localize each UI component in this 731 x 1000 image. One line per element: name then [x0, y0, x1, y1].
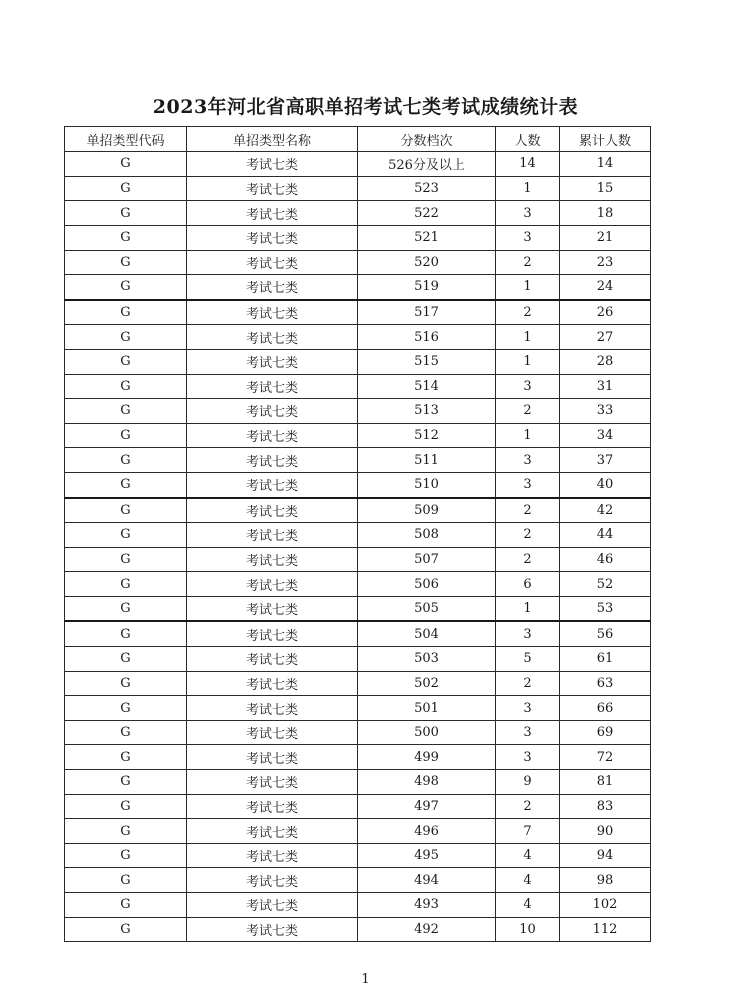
table-row — [65, 448, 651, 473]
cell-type-name: 考试七类 — [187, 596, 358, 621]
cell-count: 2 — [496, 547, 560, 572]
cell-score-band: 511 — [358, 448, 496, 473]
cell-cumulative: 66 — [560, 696, 651, 721]
cell-cumulative: 61 — [560, 647, 651, 672]
cell-type-code: G — [65, 621, 187, 646]
table-row — [65, 572, 651, 597]
cell-type-name: 考试七类 — [187, 399, 358, 424]
cell-type-code: G — [65, 300, 187, 325]
cell-type-name: 考试七类 — [187, 498, 358, 523]
cell-score-band: 526分及以上 — [358, 152, 496, 177]
cell-type-code: G — [65, 647, 187, 672]
table-row — [65, 596, 651, 621]
column-header-type-code: 单招类型代码 — [65, 127, 187, 152]
cell-count: 3 — [496, 696, 560, 721]
cell-count: 10 — [496, 917, 560, 942]
cell-cumulative: 34 — [560, 423, 651, 448]
table-row — [65, 176, 651, 201]
table-row — [65, 720, 651, 745]
cell-score-band: 505 — [358, 596, 496, 621]
cell-score-band: 493 — [358, 893, 496, 918]
cell-cumulative: 81 — [560, 770, 651, 795]
cell-type-code: G — [65, 720, 187, 745]
table-row — [65, 843, 651, 868]
cell-type-name: 考试七类 — [187, 794, 358, 819]
cell-type-name: 考试七类 — [187, 917, 358, 942]
cell-count: 4 — [496, 843, 560, 868]
cell-type-code: G — [65, 325, 187, 350]
cell-score-band: 497 — [358, 794, 496, 819]
cell-score-band: 502 — [358, 671, 496, 696]
cell-cumulative: 53 — [560, 596, 651, 621]
cell-type-name: 考试七类 — [187, 621, 358, 646]
cell-count: 3 — [496, 448, 560, 473]
cell-count: 3 — [496, 720, 560, 745]
cell-type-name: 考试七类 — [187, 325, 358, 350]
cell-type-code: G — [65, 176, 187, 201]
cell-count: 2 — [496, 399, 560, 424]
cell-type-name: 考试七类 — [187, 176, 358, 201]
cell-count: 2 — [496, 250, 560, 275]
cell-cumulative: 28 — [560, 349, 651, 374]
cell-type-code: G — [65, 399, 187, 424]
table-row — [65, 300, 651, 325]
cell-type-name: 考试七类 — [187, 696, 358, 721]
cell-score-band: 515 — [358, 349, 496, 374]
cell-type-code: G — [65, 770, 187, 795]
cell-type-code: G — [65, 596, 187, 621]
cell-score-band: 520 — [358, 250, 496, 275]
cell-score-band: 510 — [358, 472, 496, 497]
cell-type-name: 考试七类 — [187, 745, 358, 770]
score-statistics-table — [64, 126, 651, 942]
cell-count: 3 — [496, 472, 560, 497]
table-row — [65, 325, 651, 350]
cell-score-band: 516 — [358, 325, 496, 350]
cell-type-name: 考试七类 — [187, 423, 358, 448]
cell-cumulative: 69 — [560, 720, 651, 745]
column-header-score-band: 分数档次 — [358, 127, 496, 152]
cell-type-code: G — [65, 868, 187, 893]
table-row — [65, 423, 651, 448]
cell-type-name: 考试七类 — [187, 843, 358, 868]
cell-cumulative: 27 — [560, 325, 651, 350]
cell-score-band: 523 — [358, 176, 496, 201]
cell-score-band: 492 — [358, 917, 496, 942]
cell-type-name: 考试七类 — [187, 819, 358, 844]
cell-score-band: 503 — [358, 647, 496, 672]
cell-count: 5 — [496, 647, 560, 672]
page-title: 2023年河北省高职单招考试七类考试成绩统计表 — [152, 96, 579, 118]
table-row — [65, 374, 651, 399]
cell-cumulative: 44 — [560, 523, 651, 548]
cell-type-name: 考试七类 — [187, 448, 358, 473]
cell-count: 1 — [496, 596, 560, 621]
cell-type-name: 考试七类 — [187, 300, 358, 325]
cell-score-band: 499 — [358, 745, 496, 770]
table-row — [65, 621, 651, 646]
cell-cumulative: 31 — [560, 374, 651, 399]
column-header-count: 人数 — [496, 127, 560, 152]
cell-count: 3 — [496, 621, 560, 646]
cell-type-code: G — [65, 819, 187, 844]
cell-type-name: 考试七类 — [187, 275, 358, 300]
cell-type-name: 考试七类 — [187, 647, 358, 672]
cell-score-band: 501 — [358, 696, 496, 721]
cell-type-code: G — [65, 250, 187, 275]
cell-type-code: G — [65, 696, 187, 721]
cell-cumulative: 102 — [560, 893, 651, 918]
cell-type-code: G — [65, 374, 187, 399]
cell-count: 1 — [496, 423, 560, 448]
table-row — [65, 819, 651, 844]
cell-cumulative: 18 — [560, 201, 651, 226]
cell-score-band: 498 — [358, 770, 496, 795]
cell-cumulative: 37 — [560, 448, 651, 473]
cell-cumulative: 21 — [560, 225, 651, 250]
cell-cumulative: 33 — [560, 399, 651, 424]
cell-type-code: G — [65, 794, 187, 819]
cell-cumulative: 90 — [560, 819, 651, 844]
cell-count: 3 — [496, 225, 560, 250]
cell-score-band: 495 — [358, 843, 496, 868]
cell-cumulative: 94 — [560, 843, 651, 868]
cell-type-name: 考试七类 — [187, 349, 358, 374]
cell-type-code: G — [65, 843, 187, 868]
cell-score-band: 517 — [358, 300, 496, 325]
table-row — [65, 671, 651, 696]
table-row — [65, 250, 651, 275]
cell-type-code: G — [65, 572, 187, 597]
cell-count: 1 — [496, 275, 560, 300]
table-row — [65, 647, 651, 672]
cell-cumulative: 112 — [560, 917, 651, 942]
table-header-row — [65, 127, 651, 152]
cell-score-band: 504 — [358, 621, 496, 646]
cell-score-band: 512 — [358, 423, 496, 448]
cell-count: 3 — [496, 374, 560, 399]
table-row — [65, 472, 651, 497]
column-header-cumulative: 累计人数 — [560, 127, 651, 152]
cell-count: 1 — [496, 349, 560, 374]
table-row — [65, 696, 651, 721]
cell-count: 14 — [496, 152, 560, 177]
cell-type-name: 考试七类 — [187, 893, 358, 918]
cell-cumulative: 83 — [560, 794, 651, 819]
cell-type-name: 考试七类 — [187, 770, 358, 795]
cell-score-band: 522 — [358, 201, 496, 226]
cell-type-code: G — [65, 201, 187, 226]
cell-type-code: G — [65, 498, 187, 523]
cell-cumulative: 26 — [560, 300, 651, 325]
cell-cumulative: 56 — [560, 621, 651, 646]
cell-count: 2 — [496, 794, 560, 819]
cell-type-name: 考试七类 — [187, 225, 358, 250]
cell-cumulative: 24 — [560, 275, 651, 300]
cell-score-band: 500 — [358, 720, 496, 745]
cell-score-band: 507 — [358, 547, 496, 572]
table-row — [65, 152, 651, 177]
cell-type-name: 考试七类 — [187, 547, 358, 572]
column-header-type-name: 单招类型名称 — [187, 127, 358, 152]
cell-type-code: G — [65, 349, 187, 374]
table-row — [65, 917, 651, 942]
cell-count: 3 — [496, 745, 560, 770]
cell-cumulative: 63 — [560, 671, 651, 696]
cell-cumulative: 23 — [560, 250, 651, 275]
cell-count: 4 — [496, 868, 560, 893]
table-row — [65, 893, 651, 918]
cell-cumulative: 14 — [560, 152, 651, 177]
cell-cumulative: 72 — [560, 745, 651, 770]
cell-count: 7 — [496, 819, 560, 844]
cell-type-code: G — [65, 448, 187, 473]
page-number: 1 — [361, 972, 370, 987]
cell-score-band: 494 — [358, 868, 496, 893]
cell-count: 2 — [496, 300, 560, 325]
cell-cumulative: 42 — [560, 498, 651, 523]
cell-type-name: 考试七类 — [187, 523, 358, 548]
cell-type-code: G — [65, 423, 187, 448]
cell-score-band: 496 — [358, 819, 496, 844]
cell-count: 2 — [496, 523, 560, 548]
cell-type-name: 考试七类 — [187, 572, 358, 597]
cell-count: 1 — [496, 325, 560, 350]
table-row — [65, 523, 651, 548]
cell-type-code: G — [65, 152, 187, 177]
cell-type-code: G — [65, 671, 187, 696]
cell-score-band: 521 — [358, 225, 496, 250]
cell-count: 4 — [496, 893, 560, 918]
cell-type-name: 考试七类 — [187, 472, 358, 497]
table-row — [65, 275, 651, 300]
table-row — [65, 868, 651, 893]
cell-count: 2 — [496, 671, 560, 696]
table-row — [65, 225, 651, 250]
cell-type-code: G — [65, 547, 187, 572]
table-row — [65, 201, 651, 226]
table-row — [65, 498, 651, 523]
cell-score-band: 508 — [358, 523, 496, 548]
cell-type-name: 考试七类 — [187, 720, 358, 745]
cell-type-name: 考试七类 — [187, 250, 358, 275]
cell-score-band: 513 — [358, 399, 496, 424]
cell-type-code: G — [65, 472, 187, 497]
cell-cumulative: 46 — [560, 547, 651, 572]
cell-cumulative: 98 — [560, 868, 651, 893]
cell-type-code: G — [65, 225, 187, 250]
cell-count: 6 — [496, 572, 560, 597]
cell-count: 2 — [496, 498, 560, 523]
cell-type-name: 考试七类 — [187, 374, 358, 399]
cell-score-band: 514 — [358, 374, 496, 399]
cell-count: 1 — [496, 176, 560, 201]
table-row — [65, 349, 651, 374]
table-row — [65, 547, 651, 572]
table-row — [65, 770, 651, 795]
cell-type-code: G — [65, 745, 187, 770]
cell-type-name: 考试七类 — [187, 201, 358, 226]
cell-type-name: 考试七类 — [187, 868, 358, 893]
cell-type-code: G — [65, 275, 187, 300]
cell-type-name: 考试七类 — [187, 152, 358, 177]
table-row — [65, 399, 651, 424]
cell-type-code: G — [65, 523, 187, 548]
cell-score-band: 509 — [358, 498, 496, 523]
cell-type-code: G — [65, 917, 187, 942]
cell-score-band: 506 — [358, 572, 496, 597]
table-row — [65, 794, 651, 819]
cell-count: 9 — [496, 770, 560, 795]
table-body — [65, 152, 651, 942]
cell-score-band: 519 — [358, 275, 496, 300]
cell-type-name: 考试七类 — [187, 671, 358, 696]
table-row — [65, 745, 651, 770]
cell-type-code: G — [65, 893, 187, 918]
cell-cumulative: 40 — [560, 472, 651, 497]
cell-count: 3 — [496, 201, 560, 226]
cell-cumulative: 15 — [560, 176, 651, 201]
cell-cumulative: 52 — [560, 572, 651, 597]
